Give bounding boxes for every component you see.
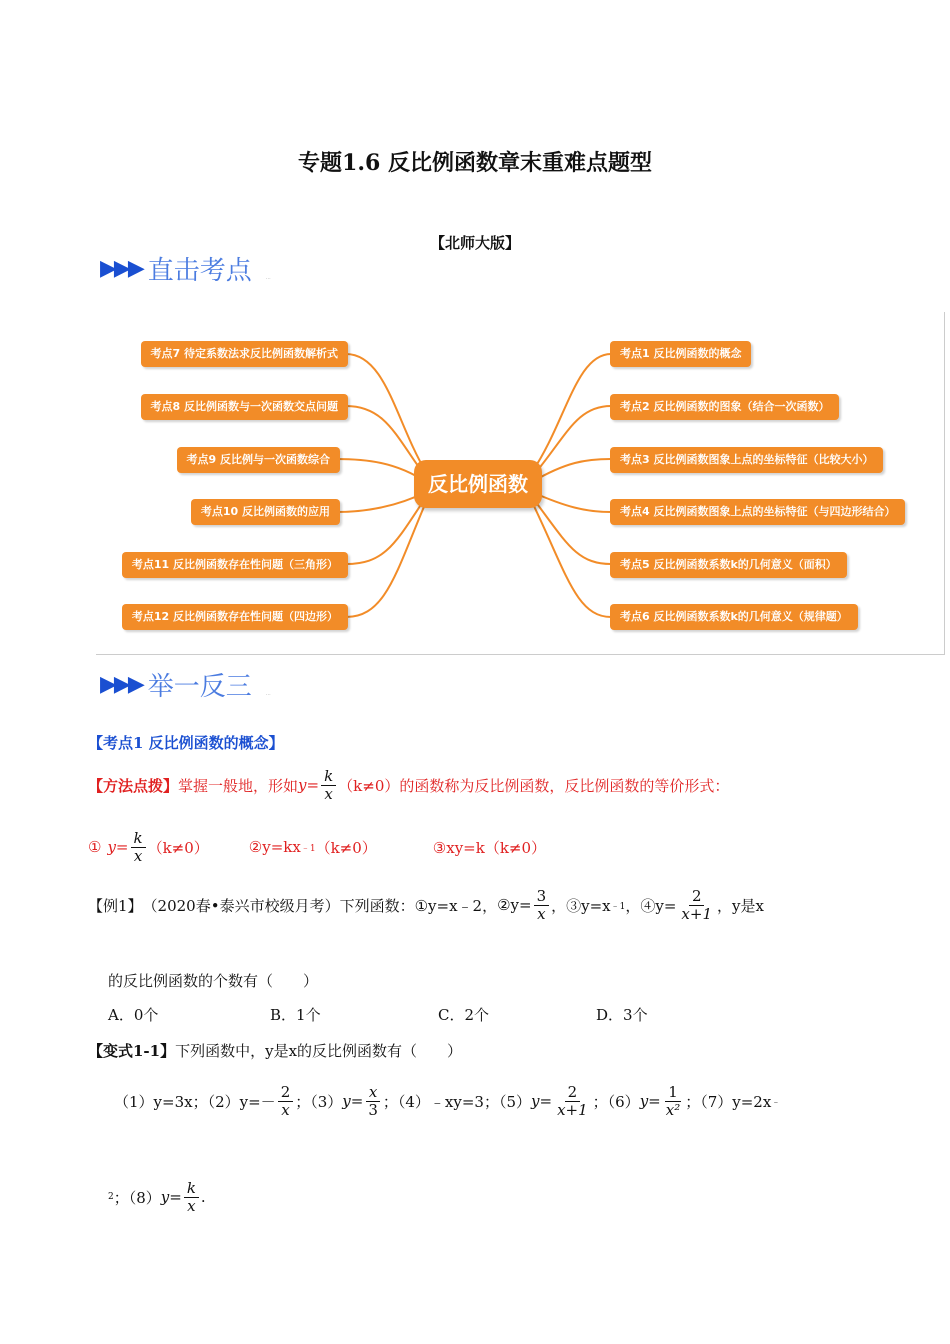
mindmap-node-4: 考点4 反比例函数图象上点的坐标特征（与四边形结合） <box>610 499 905 525</box>
example1-f4: ，④y= <box>625 896 677 915</box>
option-a: A．0个 <box>108 1006 159 1024</box>
mindmap-node-10: 考点10 反比例函数的应用 <box>191 499 340 525</box>
topic1-heading: 【考点1 反比例函数的概念】 <box>88 734 284 752</box>
variant-item-2: y=－ <box>239 1092 276 1111</box>
variant-text: 下列函数中，y是x的反比例函数有（ ） <box>175 1042 463 1060</box>
method-line: 【方法点拨】 掌握一般地，形如 y= $\frac{k}{x}$ （k≠0）的函数称为反比例函数，反比例函数的等价形式： <box>88 767 730 803</box>
connector-right-6 <box>532 502 611 617</box>
mindmap-node-3: 考点3 反比例函数图象上点的坐标特征（比较大小） <box>610 447 883 473</box>
fraction-k-over-x: $\frac{k}{x}$ <box>321 768 336 802</box>
edition-label: 【北师大版】 <box>429 234 520 252</box>
option-c: C．2个 <box>438 1006 490 1024</box>
method-label: 【方法点拨】 <box>88 776 179 795</box>
connector-left-4 <box>336 492 426 512</box>
mindmap-node-9: 考点9 反比例与一次函数综合 <box>177 447 340 473</box>
triple-arrow-icon: ▶▶▶ <box>100 671 142 697</box>
mindmap-node-6: 考点6 反比例函数系数k的几何意义（规律题） <box>610 604 858 630</box>
example1-line2: 的反比例函数的个数有（ ） <box>108 972 319 990</box>
option-d: D．3个 <box>596 1006 648 1024</box>
section-practice: ▶▶▶ 举一反三 … <box>100 666 271 702</box>
mindmap-center: 反比例函数 <box>414 460 542 508</box>
connector-right-1 <box>532 354 611 472</box>
example1-f2: ②y= <box>497 896 532 914</box>
example1-label: 【例1】 <box>88 896 143 915</box>
form-1-marker: ① <box>88 838 102 856</box>
triple-arrow-icon: ▶▶▶ <box>100 255 142 281</box>
form-1-cond: （k≠0） <box>147 838 209 857</box>
connector-left-3 <box>336 459 426 482</box>
connector-left-1 <box>346 354 426 472</box>
mindmap-node-7: 考点7 待定系数法求反比例函数解析式 <box>141 341 348 367</box>
variant-items: （1）y=3x；（2） y=－ $\frac{2}{x}$ ；（3） y= $\frac{x}{3}$ ；（4）﹣xy=3；（5） y= $\frac{2}{x+1}$ ；（6） y= $\frac{1}{\text{x²}}$ ；（7）y=2x ﹣ <box>114 1083 781 1119</box>
mindmap-node-2: 考点2 反比例函数的图象（结合一次函数） <box>610 394 839 420</box>
mindmap <box>96 312 945 655</box>
example1-source: （2020春•泰兴市校级月考）下列函数： <box>142 896 415 915</box>
connector-right-4 <box>532 492 611 512</box>
form-3: ③xy=k（k≠0） <box>432 838 547 857</box>
variant-item-3: ；（3） <box>295 1092 343 1111</box>
variant-item-8: ；（8） <box>113 1188 161 1207</box>
mindmap-node-12: 考点12 反比例函数存在性问题（四边形） <box>122 604 348 630</box>
mindmap-node-8: 考点8 反比例函数与一次函数交点问题 <box>141 394 348 420</box>
variant-item-4: ；（4）﹣xy=3；（5） <box>382 1092 532 1111</box>
variant-line2: 2 ；（8） y= $\frac{k}{x}$ . <box>108 1179 206 1215</box>
connector-left-6 <box>346 502 426 617</box>
connector-right-2 <box>532 406 611 477</box>
mindmap-node-1: 考点1 反比例函数的概念 <box>610 341 751 367</box>
section-direct-title: 直击考点 <box>147 255 252 286</box>
example1-f1: ①y=x﹣2， <box>414 896 498 915</box>
fraction-k-over-x-2: $\frac{k}{x}$ <box>131 830 146 864</box>
variant-item-5: ；（6） <box>592 1092 640 1111</box>
method-text-a: 掌握一般地，形如 <box>178 776 299 795</box>
example1-f3: ，③y=x <box>551 896 611 915</box>
variant-label: 【变式1-1】 <box>88 1042 176 1060</box>
variant-item-6: ；（7）y=2x <box>685 1092 772 1111</box>
section-practice-title: 举一反三 <box>147 671 252 702</box>
equivalent-forms: ① y= $\frac{k}{x}$ （k≠0） ②y=kx ﹣1 （k≠0） ③xy=k（k≠0） <box>88 829 547 865</box>
method-text-b: （k≠0）的函数称为反比例函数，反比例函数的等价形式： <box>338 776 730 795</box>
form-2-cond: （k≠0） <box>315 838 377 857</box>
form-2: ②y=kx <box>248 838 301 856</box>
mindmap-node-11: 考点11 反比例函数存在性问题（三角形） <box>122 552 348 578</box>
option-b: B．1个 <box>270 1006 321 1024</box>
mindmap-node-5: 考点5 反比例函数系数k的几何意义（面积） <box>610 552 847 578</box>
example1-line1: 【例1】 （2020春•泰兴市校级月考）下列函数： ①y=x﹣2， ②y= $\frac{3}{x}$ ，③y=x ﹣1 ，④y= $\frac{2}{x+1}$ ，y是x <box>88 887 764 923</box>
variant-line <box>88 1040 462 1061</box>
page-title: 专题1.6 反比例函数章末重难点题型 <box>298 150 652 176</box>
section-direct: ▶▶▶ 直击考点 … <box>100 250 271 286</box>
variant-item-1: （1）y=3x；（2） <box>114 1092 240 1111</box>
example1-tail: ，y是x <box>717 896 764 915</box>
